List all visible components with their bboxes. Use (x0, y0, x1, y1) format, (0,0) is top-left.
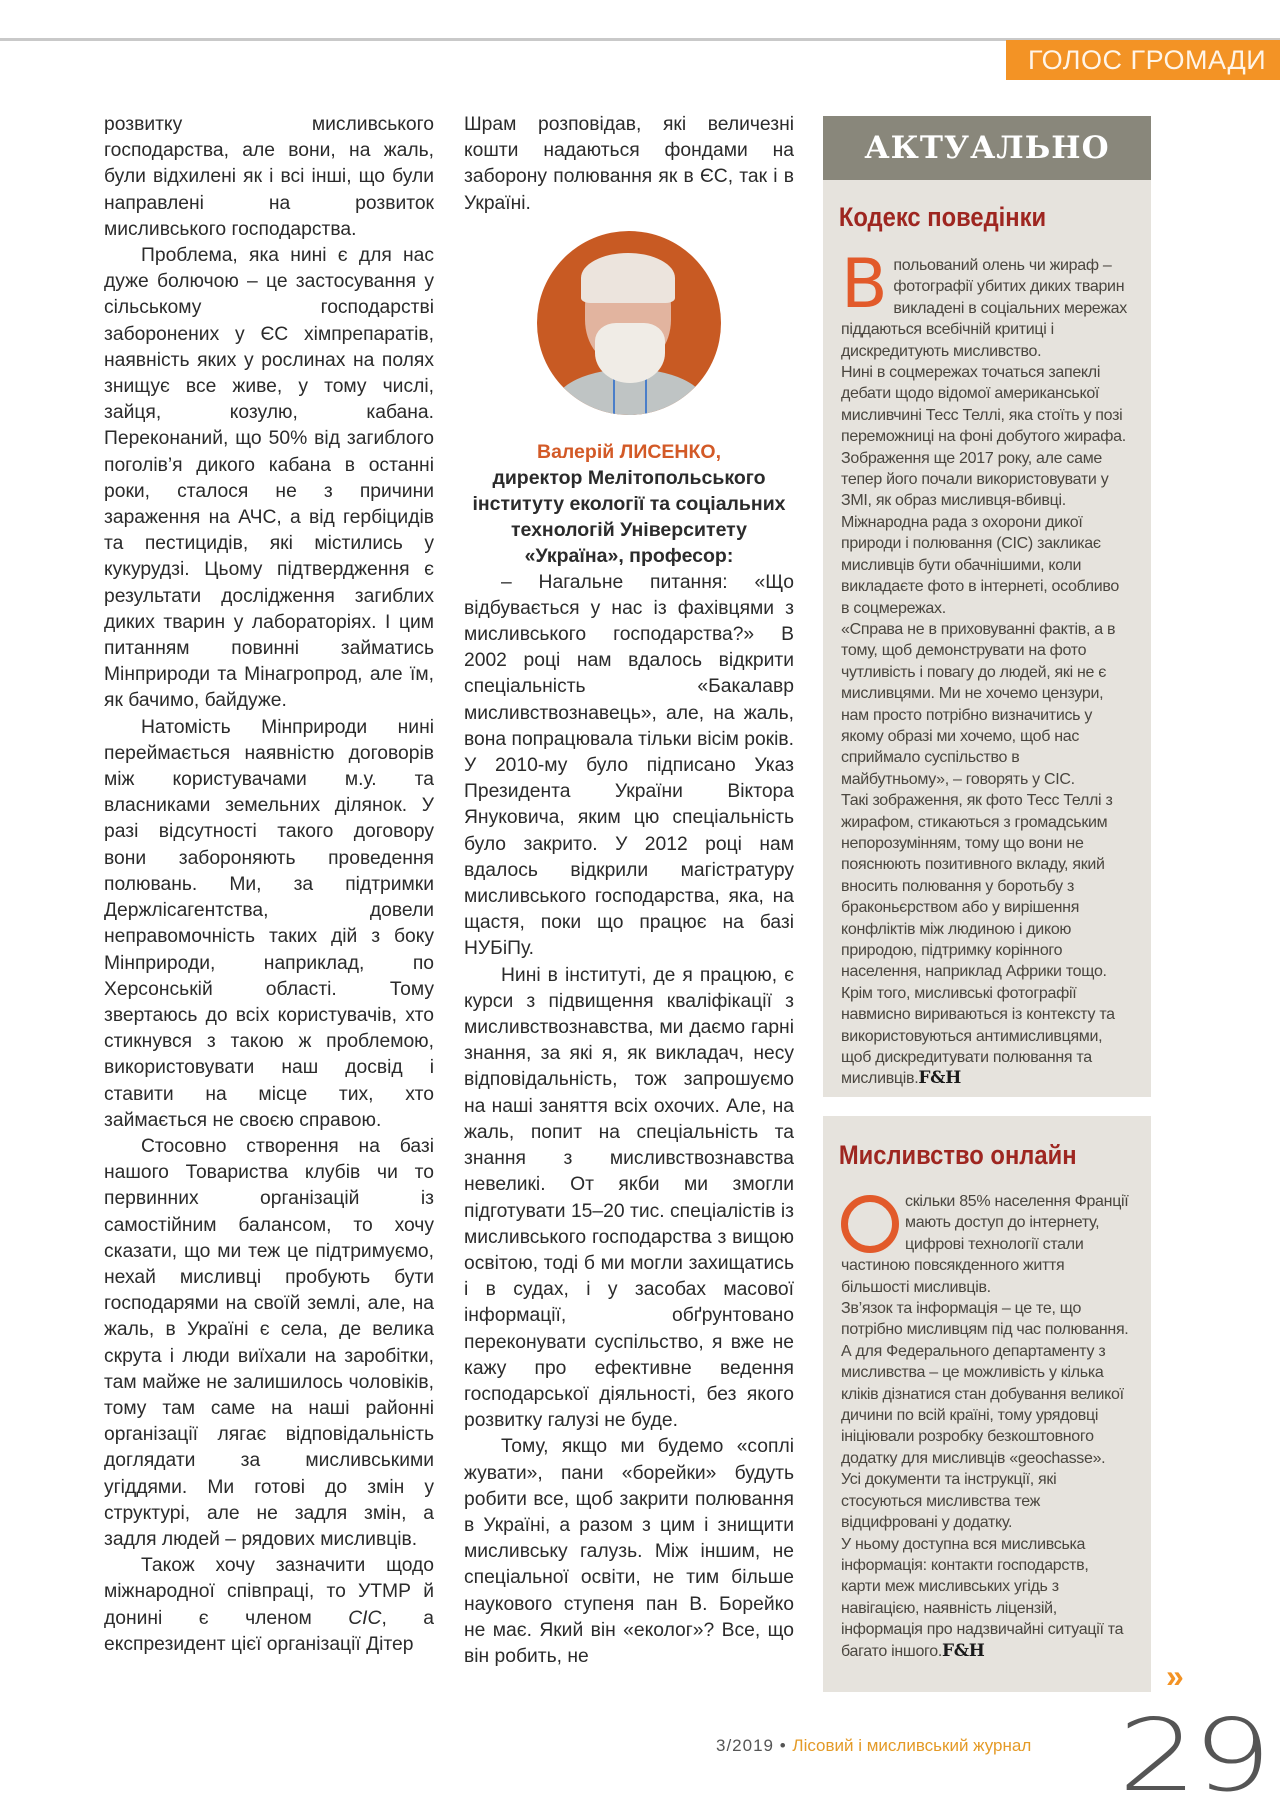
paragraph: розвитку мисливського господарства, але вони, на жаль, були відхилені як і всі інші, що були направлені на розвиток мисливського господарства. (104, 114, 434, 240)
sidebar-box-hunting-online (823, 1116, 1151, 1692)
fh-signature: F&H (941, 1640, 985, 1661)
dropcap: В (841, 245, 888, 324)
paragraph (841, 1534, 1131, 1662)
paragraph: Усі документи та інструкції, які стосуються мисливства теж відцифровані у додатку. (841, 1471, 1057, 1532)
page-number: 29 (1118, 1697, 1268, 1814)
paragraph: – Нагальне питання: «Що відбувається у нас із фахівцями з мисливського господарства?» В 2002 році нам вдалось відкрити спеціальність «Бакалавр мисливствознавець», але, на жаль, вона попрацювала тільки вісім років. У 2010-му було підписано Указ Президента України Віктора Януковича, яким цю спеціальність було закрито. У 2012 році нам вдалось відкрили магістратуру мисливського господарства, яка, на щастя, поки що працює на базі НУБіПу. (464, 571, 794, 960)
paragraph-text: У ньому доступна вся мисливська інформація: контакти господарств, карти меж мисливських угідь з навігацією, наявність ліцензій, інформація про надзвичайні ситуації та багато іншого. (841, 1535, 1124, 1660)
fh-signature: F&H (918, 1068, 961, 1089)
box-text (823, 1191, 1151, 1662)
speaker-portrait (537, 231, 721, 415)
footer-separator: • (774, 1736, 793, 1755)
sidebar-header: АКТУАЛЬНО (823, 116, 1151, 180)
box-title: Кодекс поведінки (838, 202, 1047, 232)
article-left-column (104, 112, 434, 1658)
box-text (823, 245, 1151, 1090)
paragraph: Проблема, яка нині є для нас дуже болючою – це застосування у сільському господарстві заборонених у ЄС хімпрепаратів, наявність яких у рослинах на полях знищує все живе, у тому числі, зайця, козулю, кабана. Переконаний, що 50% від загиблого поголів’я дикого кабана в останні роки, сталося не з причини зараження на АЧС, а від гербіцидів та пестицидів, які містились у кукурудзі. Цьому підтвердження є результати дослідження загиблих диких тварин у лабораторіях. І цим питанням повинні займатись Мінприроди та Мінагропрод, але їм, як бачимо, байдуже. (104, 245, 434, 712)
section-label: ГОЛОС ГРОМАДИ (1006, 40, 1280, 80)
paragraph-text: скільки 85% населення Франції мають доступ до інтернету, цифрові технології стали частиною повсякденного життя більшості мисливців. (841, 1193, 1129, 1296)
paragraph: Стосовно створення на базі нашого Товариства клубів чи то первинних організацій із самостійним балансом, то хочу сказати, що ми теж це підтримуємо, нехай мисливці пробують бути господарями на своїй землі, але, на жаль, в Україні є села, де велика скрута і люди виїхали на заробітки, там майже не залишилось чоловіків, тому там саме на наші районні організації лягає відповідальність доглядати за мисливськими угіддями. Ми готові до змін у структурі, але не задля змін, а задля людей – рядових мисливців. (104, 1135, 434, 1550)
article-middle-column (464, 112, 794, 1670)
paragraph (841, 983, 1131, 1090)
footer (716, 1736, 1031, 1756)
portrait-hair (581, 253, 675, 303)
continue-arrow-icon: » (1166, 1658, 1184, 1694)
issue-number: 3/2019 (716, 1736, 774, 1755)
paragraph: Натомість Мінприроди нині переймається наявністю договорів між користувачами м.у. та власниками земельних ділянок. У разі відсутності такого договору вони забороняють проведення полювань. Ми, за підтримки Держлісагентства, довели неправомочність таких дій з боку Мінприроди, наприклад, по Херсонській області. Тому звертаюсь до всіх користувачів, хто стикнувся з такою ж проблемою, використовувати наш досвід і ставити на місце тих, хто займається не своєю справою. (104, 716, 434, 1131)
paragraph: Нині в інституті, де я працюю, є курси з підвищення кваліфікації з мисливствознавства, ми даємо гарні знання, за які я, як викладач, несу відповідальність, тож запрошуємо на наші заняття всіх охочих. Але, на жаль, попит на спеціальність та знання з мисливствознавства невеликі. От якби ми змогли підготувати 15–20 тис. спеціалістів із мисливського господарства з вищою освітою, тоді б ми могли захищатись і в судах, і у засобах масової інформації, обґрунтовано переконувати суспільство, я вже не кажу про ефективне ведення господарської діяльності, без якого розвитку галузі не буде. (464, 964, 794, 1432)
paragraph: Нині в соцмережах точаться запеклі дебати щодо відомої американської мисливчині Тесс Теллі, яка стоїть у позі переможниці на фоні добутого жирафа. Зображення ще 2017 року, але саме тепер його почали використовувати у ЗМІ, як образ мисливця-вбивці. Міжнародна рада з охорони дикої природи і полювання (CIC) закликає мисливців бути обачнішими, коли викладаєте фото в інтернеті, особливо в соцмережах. (841, 364, 1126, 617)
paragraph (841, 1191, 1131, 1298)
sidebar-box-code-of-conduct (823, 116, 1151, 1097)
paragraph: Тому, якщо ми будемо «соплі жувати», пани «борейки» будуть робити все, щоб закрити полювання в Україні, а разом з цим і знищити мисливську галузь. Між іншим, не спеціальної освіти, не тим більше наукового ступеня пан В. Борейко не має. Який він «еколог»? Все, що він робить, не (464, 1436, 794, 1667)
paragraph: «Справа не в приховуванні фактів, а в тому, щоб демонструвати на фото чутливість і повагу до людей, які не є мисливцями. Ми не хочемо цензури, нам просто потрібно визначитись у якому образі ми хочемо, щоб нас сприймало суспільство в майбутньому», – говорять у CIC. (841, 620, 1116, 788)
paragraph (841, 245, 1131, 362)
dropcap-o-icon (841, 1195, 899, 1253)
portrait-beard (595, 323, 665, 383)
paragraph: Зв’язок та інформація – це те, що потрібно мисливцям під час полювання. А для Федерального департаменту з мисливства – це можливість у кілька кліків дізнатися стан добування великої дичини по всій країні, тому урядовці ініціювали розробку безкоштовного додатку для мисливців «geochasse». (841, 1300, 1129, 1467)
paragraph: Такі зображення, як фото Тесс Теллі з жирафом, стикаються з громадським непорозумінням, тому що вони не пояснюють позитивного вкладу, який вносить полювання у боротьбу з браконьєрством або у вирішення конфліктів між людиною і дикою природою, підтримку корінного населення, наприклад Африки тощо. (841, 792, 1113, 981)
box-title: Мисливство онлайн (838, 1140, 1077, 1170)
paragraph-text: Крім того, мисливські фотографії навмисно вириваються із контексту та використовуються антимисливцями, щоб дискредитувати полювання та мисливців. (841, 984, 1115, 1088)
paragraph-text: польований олень чи жираф – фотографії убитих диких тварин викладені в соціальних мережах піддаються всебічній критиці і дискредитують мисливство. (841, 257, 1127, 360)
journal-name: Лісовий і мисливський журнал (792, 1736, 1032, 1755)
paragraph (104, 1553, 434, 1658)
paragraph-text: Також хочу зазначити щодо міжнародної співпраці, то УТМР й донині є членом (104, 1555, 434, 1629)
speaker-title: директор Мелітопольського інституту екології та соціальних технологій Університету «Україна», професор: (472, 466, 786, 568)
cic-abbreviation: CIC (348, 1607, 382, 1629)
paragraph: Шрам розповідав, які величезні кошти надаються фондами на заборону полювання як в ЄС, так і в Україні. (464, 114, 794, 214)
paragraph-text: , а експрезидент цієї організації Дітер (104, 1607, 435, 1655)
speaker-name: Валерій ЛИСЕНКО, (537, 440, 721, 463)
